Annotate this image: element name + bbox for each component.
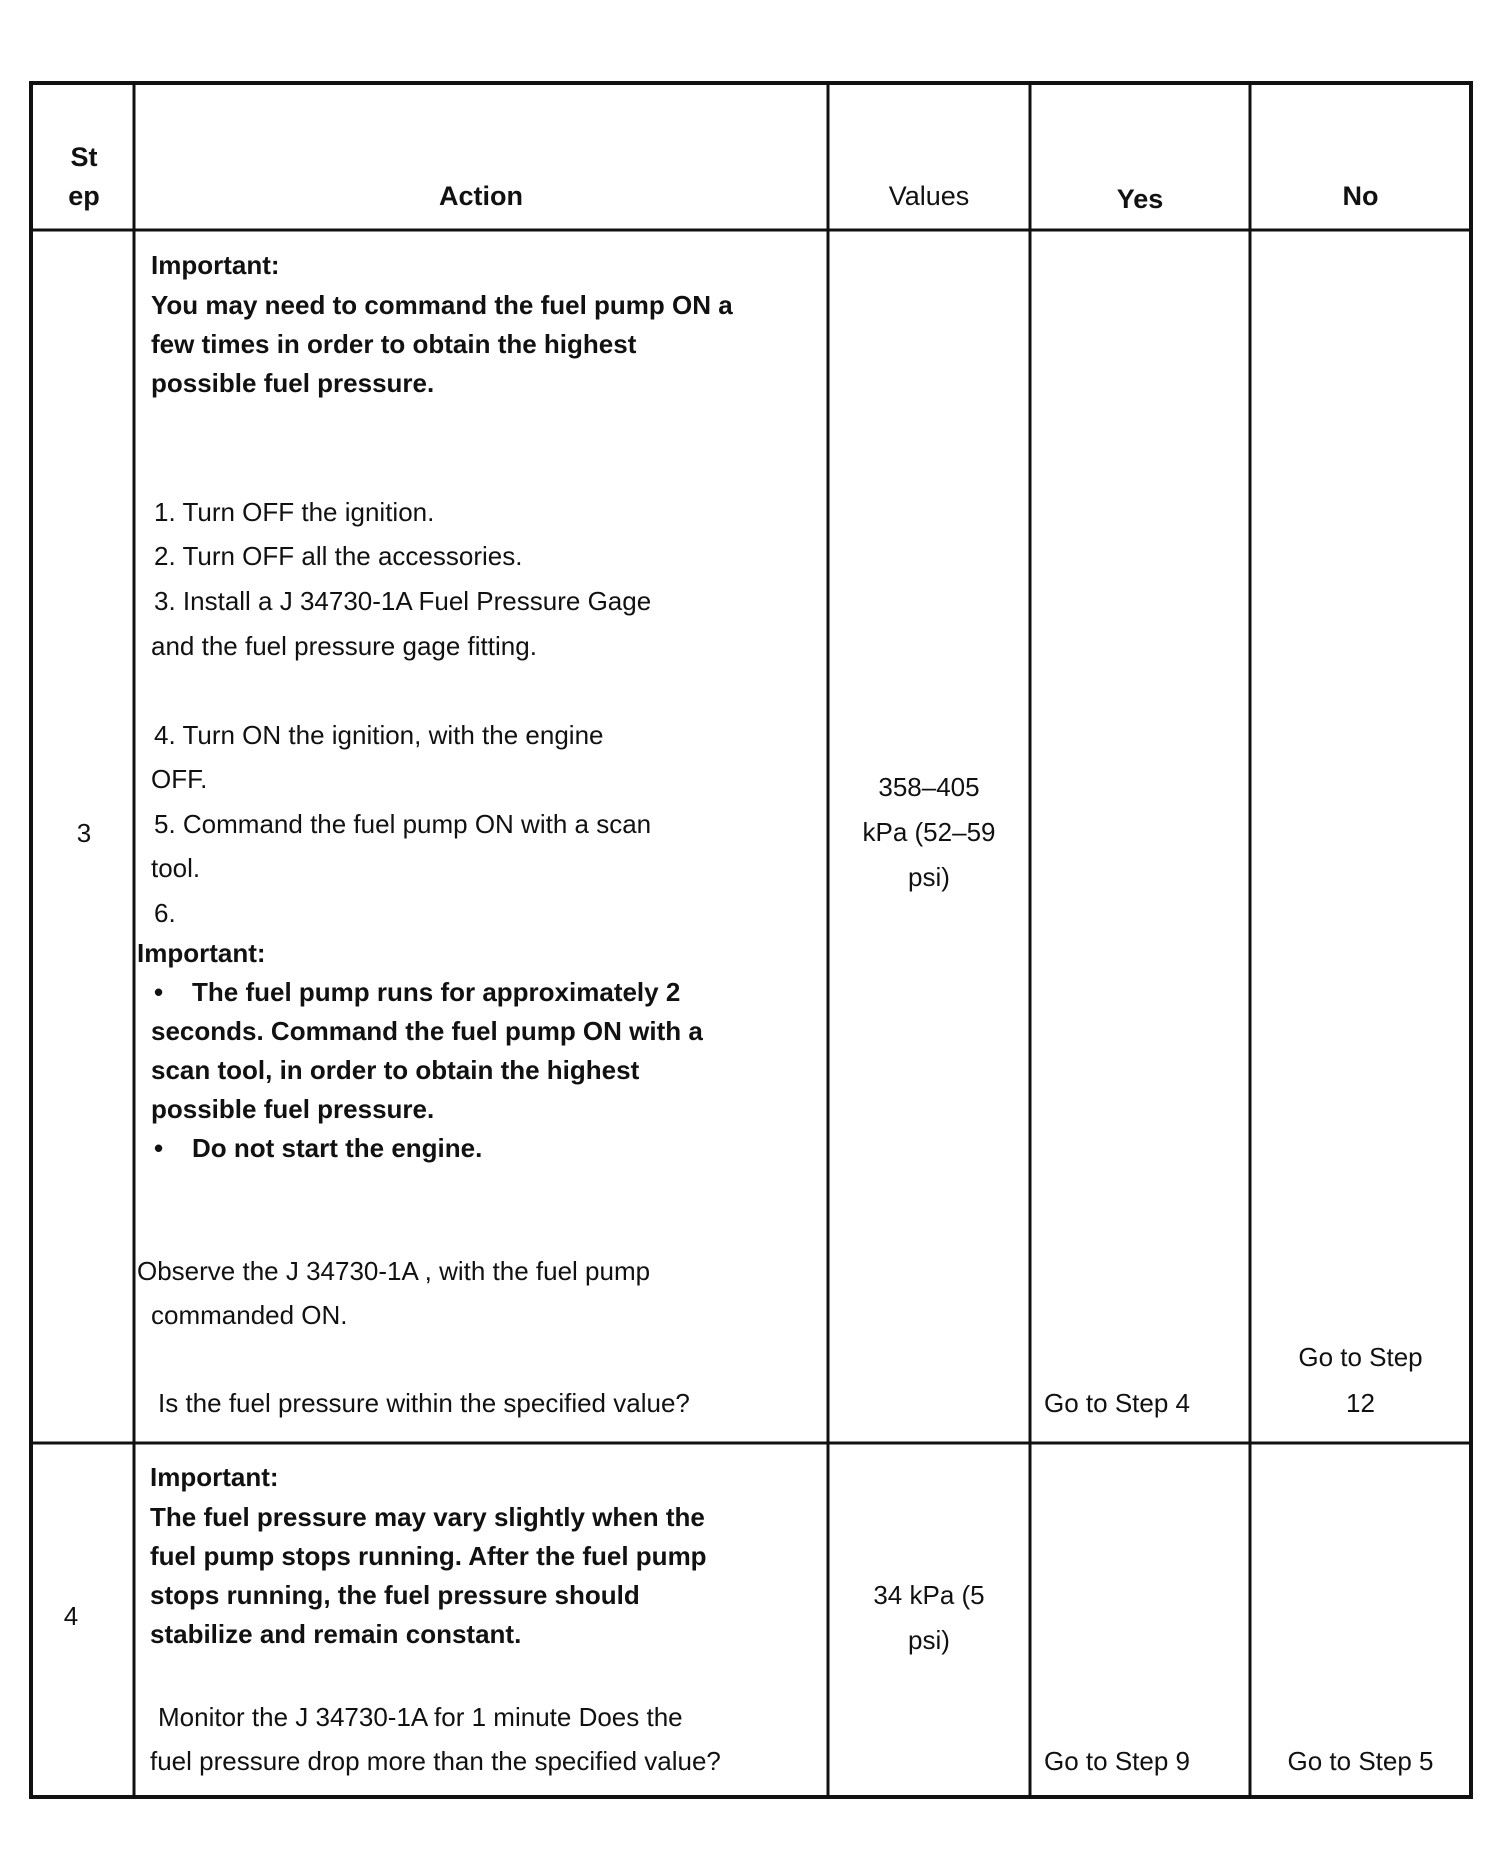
bullet-text: The fuel pump runs for approximately 2 <box>192 977 681 1007</box>
bullet-text: Do not start the engine. <box>192 1133 483 1163</box>
bullet-icon: • <box>154 1133 164 1163</box>
important-line: few times in order to obtain the highest <box>151 329 637 359</box>
bullet-text: possible fuel pressure. <box>151 1094 435 1124</box>
procedure-step-continued: and the fuel pressure gage fitting. <box>151 631 537 661</box>
important-label: Important: <box>150 1462 279 1492</box>
important-line: You may need to command the fuel pump ON a <box>151 290 733 320</box>
observe-text: Observe the J 34730-1A , with the fuel pump <box>137 1256 651 1286</box>
procedure-step-continued: OFF. <box>151 764 208 794</box>
bullet-icon: • <box>154 977 164 1007</box>
important-line: stops running, the fuel pressure should <box>150 1580 640 1610</box>
observe-text: commanded ON. <box>151 1300 348 1330</box>
yes-action: Go to Step 4 <box>1044 1388 1190 1418</box>
header-step-line2: ep <box>68 181 100 211</box>
header-step-line1: St <box>70 142 98 172</box>
header-yes: Yes <box>1116 184 1164 214</box>
spec-value: 34 kPa (5 <box>873 1580 985 1610</box>
spec-value: psi) <box>908 1625 950 1655</box>
header-action: Action <box>439 181 523 211</box>
procedure-step: 1. Turn OFF the ignition. <box>154 497 435 527</box>
procedure-step: 4. Turn ON the ignition, with the engine <box>154 720 604 750</box>
bullet-text: scan tool, in order to obtain the highest <box>151 1055 640 1085</box>
monitor-text: Monitor the J 34730-1A for 1 minute Does the <box>158 1702 683 1732</box>
important-line: The fuel pressure may vary slightly when the <box>150 1502 705 1532</box>
procedure-step: 5. Command the fuel pump ON with a scan <box>154 809 652 839</box>
yes-action: Go to Step 9 <box>1044 1746 1190 1776</box>
no-action: Go to Step <box>1298 1342 1423 1372</box>
header-no: No <box>1342 181 1379 211</box>
question-text: Is the fuel pressure within the specified value? <box>158 1388 690 1418</box>
procedure-step: 3. Install a J 34730-1A Fuel Pressure Gage <box>154 586 652 616</box>
important-label: Important: <box>151 250 280 280</box>
important-label: Important: <box>137 938 266 968</box>
procedure-step: 6. <box>154 898 176 928</box>
procedure-step: 2. Turn OFF all the accessories. <box>154 541 523 571</box>
important-line: fuel pump stops running. After the fuel pump <box>150 1541 707 1571</box>
header-values: Values <box>888 181 970 211</box>
important-line: possible fuel pressure. <box>151 368 435 398</box>
monitor-text: fuel pressure drop more than the specified value? <box>150 1746 721 1776</box>
spec-value: psi) <box>908 862 950 892</box>
procedure-step-continued: tool. <box>151 853 201 883</box>
no-action: Go to Step 5 <box>1287 1746 1434 1776</box>
important-line: stabilize and remain constant. <box>150 1619 522 1649</box>
spec-value: kPa (52–59 <box>862 817 996 847</box>
step-number: 3 <box>76 818 92 848</box>
no-action: 12 <box>1346 1388 1375 1418</box>
bullet-text: seconds. Command the fuel pump ON with a <box>151 1016 703 1046</box>
step-number: 4 <box>63 1601 79 1631</box>
spec-value: 358–405 <box>878 772 980 802</box>
